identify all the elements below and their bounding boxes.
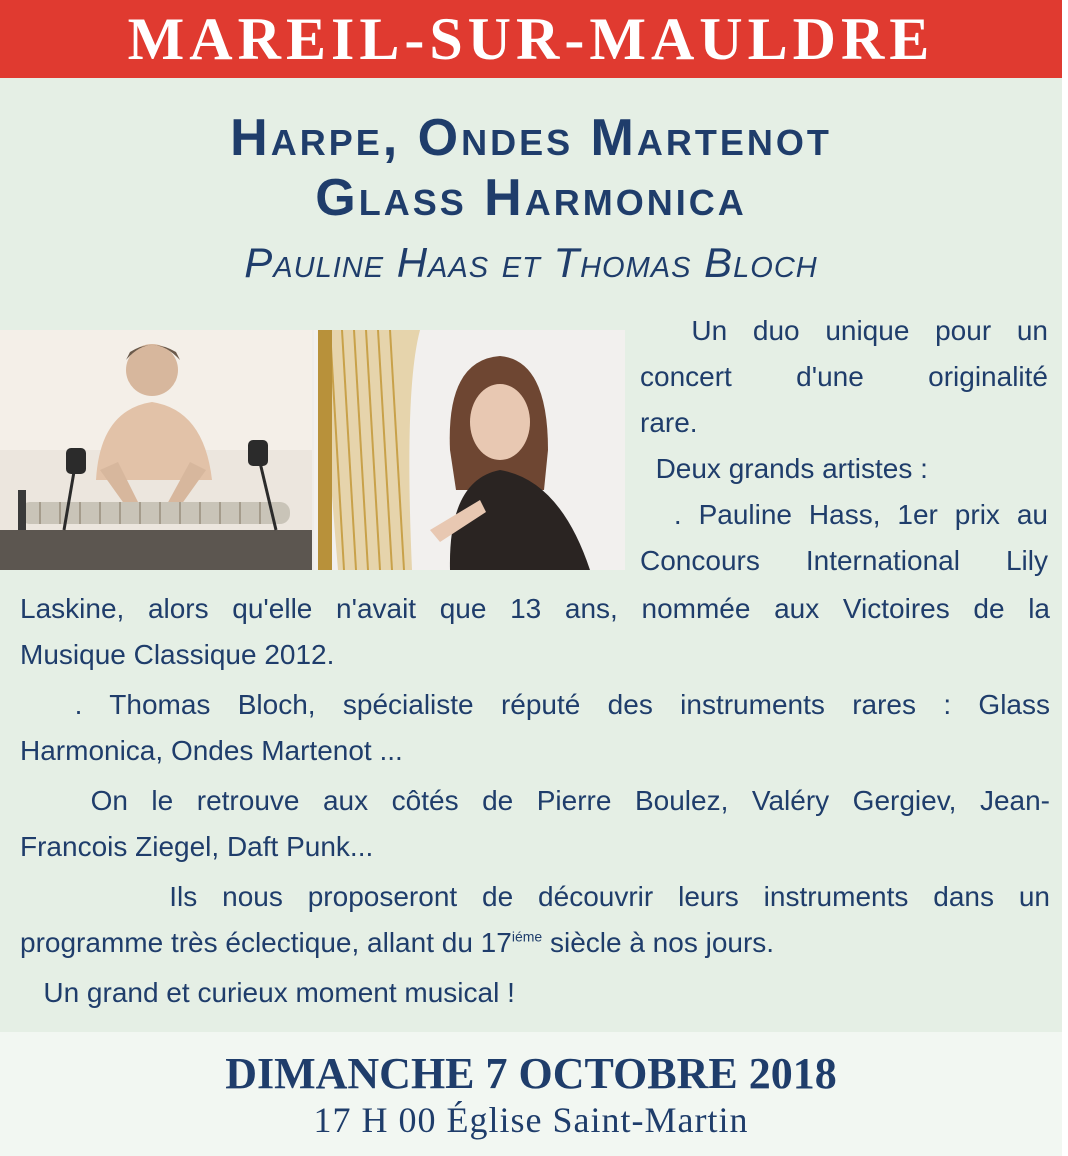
concert-title-line-1: Harpe, Ondes Martenot bbox=[230, 109, 832, 167]
century-superscript: iéme bbox=[511, 928, 543, 945]
intro-line-3: rare. bbox=[640, 407, 698, 438]
haas-line-1: . Pauline Hass, 1er prix au bbox=[673, 499, 1048, 530]
event-time-place: 17 H 00 Église Saint-Martin bbox=[313, 1100, 749, 1140]
artists-heading: Deux grands artistes : bbox=[655, 453, 928, 484]
harpist-face bbox=[470, 384, 530, 460]
photo-illustration bbox=[0, 330, 625, 570]
intro-column bbox=[640, 308, 1048, 584]
bloch-line-2: Harmonica, Ondes Martenot ... bbox=[20, 735, 403, 766]
program-line-2: programme très éclectique, allant du $17^{iéme}$ siècle à nos jours. bbox=[20, 927, 775, 958]
main-text bbox=[20, 586, 1050, 1016]
bloch-line-4: Francois Ziegel, Daft Punk... bbox=[20, 831, 374, 862]
microphone-left bbox=[66, 448, 86, 474]
bloch-line-3: On le retrouve aux côtés de Pierre Boulez, Valéry Gergiev, Jean- bbox=[90, 785, 1050, 816]
town-name: MAREIL-SUR-MAULDRE bbox=[127, 6, 935, 72]
bloch-line-1: . Thomas Bloch, spécialiste réputé des instruments rares : Glass bbox=[74, 689, 1051, 720]
haas-line-3: Laskine, alors qu'elle n'avait que 13 ans, nommée aux Victoires de la bbox=[20, 593, 1050, 624]
concert-title-line-2: Glass Harmonica bbox=[315, 169, 747, 227]
harp-column bbox=[318, 330, 332, 570]
event-date: DIMANCHE 7 OCTOBRE 2018 bbox=[225, 1049, 837, 1098]
haas-line-2: Concours International Lily bbox=[640, 545, 1048, 576]
town-banner bbox=[0, 0, 1062, 78]
performers-photo bbox=[0, 330, 625, 570]
microphone-right bbox=[248, 440, 268, 466]
stand-left bbox=[18, 490, 26, 530]
event-footer bbox=[0, 1032, 1062, 1156]
instrument-table bbox=[0, 530, 312, 570]
intro-line-1: Un duo unique pour un bbox=[691, 315, 1048, 346]
closing-line: Un grand et curieux moment musical ! bbox=[43, 977, 515, 1008]
haas-line-4: Musique Classique 2012. bbox=[20, 639, 335, 670]
intro-line-2: concert d'une originalité bbox=[640, 361, 1048, 392]
program-line-1: Ils nous proposeront de découvrir leurs instruments dans un bbox=[169, 881, 1050, 912]
performers-subtitle: Pauline Haas et Thomas Bloch bbox=[244, 239, 818, 286]
